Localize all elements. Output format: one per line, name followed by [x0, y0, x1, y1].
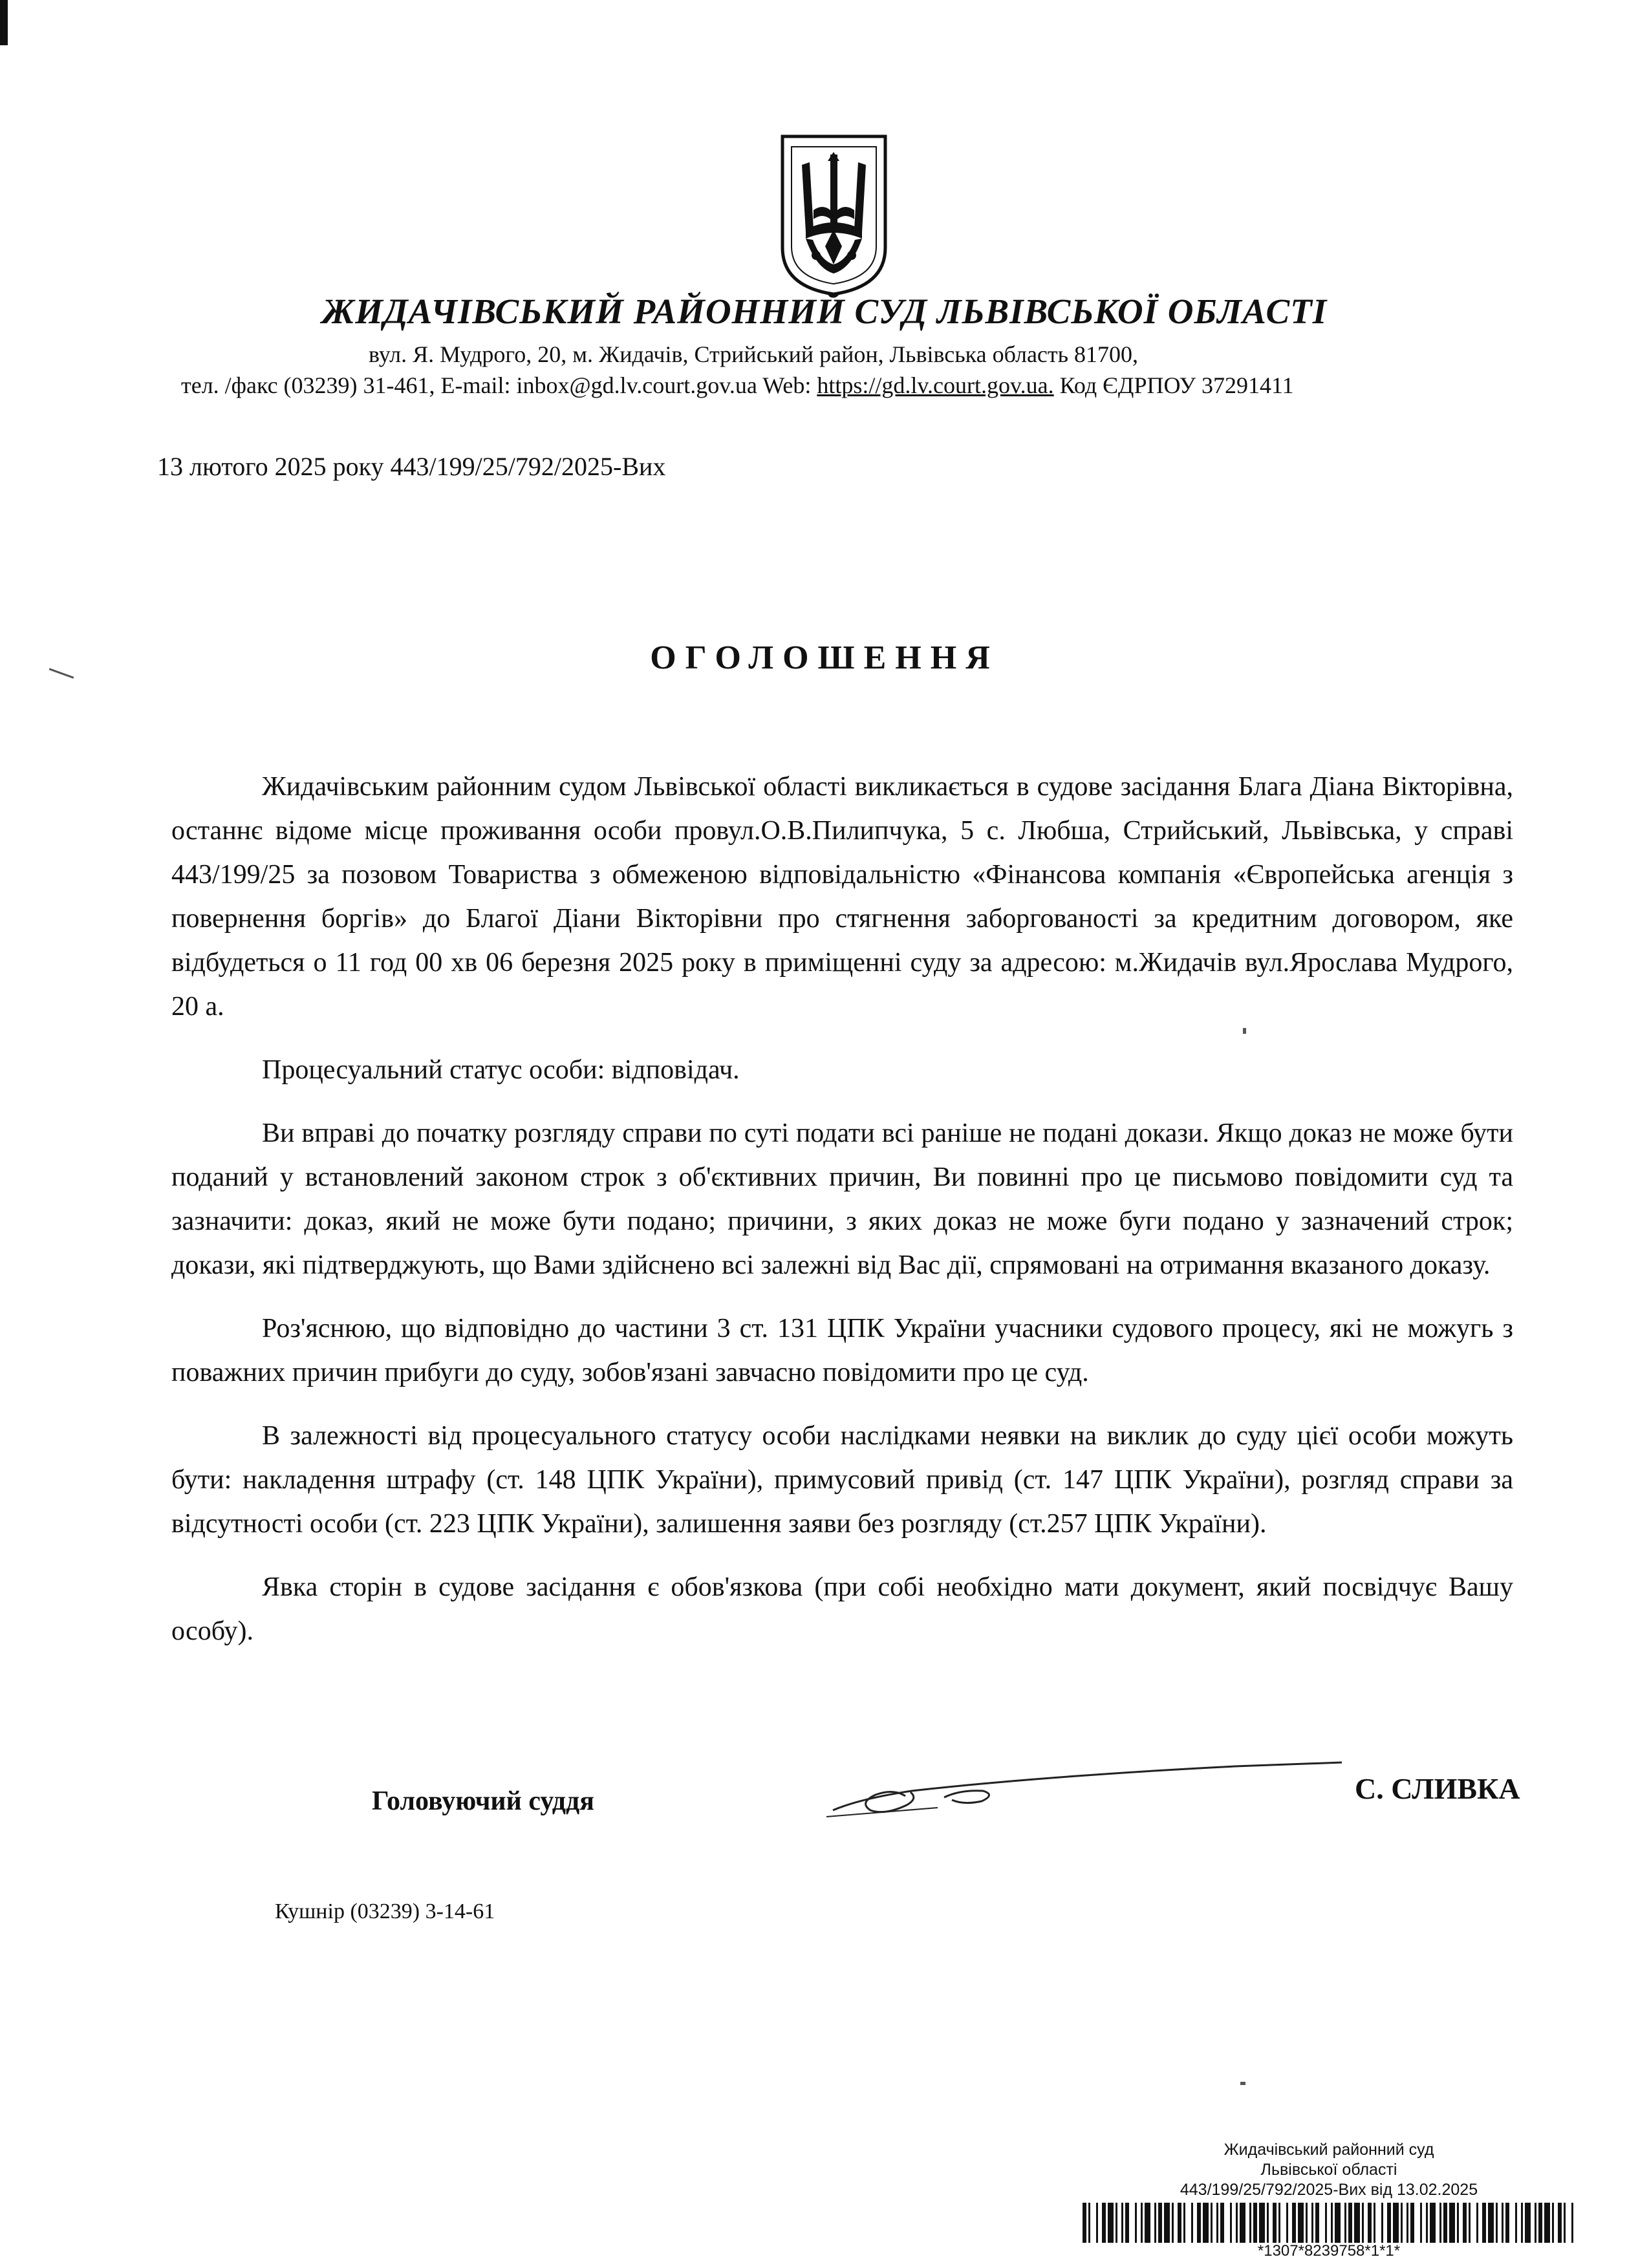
edrpou-code: Код ЄДРПОУ 37291411 — [1053, 372, 1294, 398]
stamp-region: Львівської області — [1260, 2161, 1397, 2179]
judge-name: С. СЛИВКА — [1355, 1772, 1520, 1805]
barcode-icon — [1080, 2203, 1578, 2243]
body-paragraph: Явка сторін в судове засідання є обов'язкова (при собі необхідно мати документ, який посвідчує Вашу особу). — [171, 1572, 1513, 1646]
signature-block — [0, 1759, 1649, 1830]
body-paragraph: Процесуальний статус особи: відповідач. — [262, 1055, 740, 1085]
stamp-registration-number: 443/199/25/792/2025-Вих від 13.02.2025 — [1180, 2181, 1478, 2199]
court-name: ЖИДАЧІВСЬКИЙ РАЙОННИЙ СУД ЛЬВІВСЬКОЇ ОБЛАСТІ — [321, 292, 1328, 331]
body-paragraph: Жидачівським районним судом Львівської області викликається в судове засідання Блага Діана Вікторівна, останнє відоме місце проживання особи провул.О.В.Пилипчука, 5 с. Любша, Стрийський, Львівська, у справі 443/199/25 за позовом Товариства з обмеженою відповідальністю «Фінансова компанія «Європейська агенція з повернення боргів» до Благої Діани Вікторівни про стягнення заборгованості за кредитним договором, яке відбудеться о 11 год 00 хв 06 березня 2025 року в приміщенні суду за адресою: м.Жидачів вул.Ярослава Мудрого, 20 а. — [171, 772, 1513, 1022]
registration-stamp — [1080, 2140, 1578, 2200]
handwritten-signature — [821, 1759, 1352, 1823]
judge-position: Головуючий суддя — [372, 1786, 594, 1816]
court-address: вул. Я. Мудрого, 20, м. Жидачів, Стрийський район, Львівська область 81700, — [369, 341, 1139, 367]
body-paragraph: Роз'яснюю, що відповідно до частини 3 ст. 131 ЦПК України учасники судового процесу, які не можугь з поважних причин прибуги до суду, зобов'язані завчасно повідомити про це суд. — [171, 1314, 1513, 1387]
document-body — [171, 765, 1513, 1673]
scan-edge-mark — [0, 0, 8, 45]
body-paragraph: В залежності від процесуального статусу особи наслідками неявки на виклик до суду цієї особи можуть бути: накладення штрафу (ст. 148 ЦПК України), примусовий привід (ст. 147 ЦПК України), розгляд справи за відсутності особи (ст. 223 ЦПК України), залишення заяви без розгляду (ст.257 ЦПК України). — [171, 1421, 1513, 1539]
document-reference: 13 лютого 2025 року 443/199/25/792/2025-Вих — [157, 452, 666, 481]
body-paragraph: Ви вправі до початку розгляду справи по суті подати всі раніше не подані докази. Якщо доказ не може бути поданий у встановлений законом строк з об'єктивних причин, Ви повинні про це письмово повідомити суд та зазначити: доказ, який не може бути подано; причини, з яких доказ не може буги подано у зазначений строк; докази, які підтверджують, що Вами здійснено всі залежні від Вас дії, спрямовані на отримання вказаного доказу. — [171, 1118, 1513, 1280]
court-website-link[interactable]: https://gd.lv.court.gov.ua. — [817, 372, 1054, 398]
coat-of-arms-icon — [777, 133, 890, 297]
document-title: ОГОЛОШЕННЯ — [650, 639, 999, 676]
scan-speck — [1240, 2082, 1245, 2085]
executor-contact: Кушнір (03239) 3-14-61 — [275, 1899, 495, 1923]
stamp-court-name: Жидачівський районний суд — [1223, 2141, 1434, 2159]
contacts-phone-email: тел. /факс (03239) 31-461, E-mail: inbox@gd.lv.court.gov.ua Web: — [181, 372, 817, 398]
barcode-text: *1307*8239758*1*1* — [1257, 2242, 1401, 2260]
court-contacts — [181, 372, 1294, 399]
